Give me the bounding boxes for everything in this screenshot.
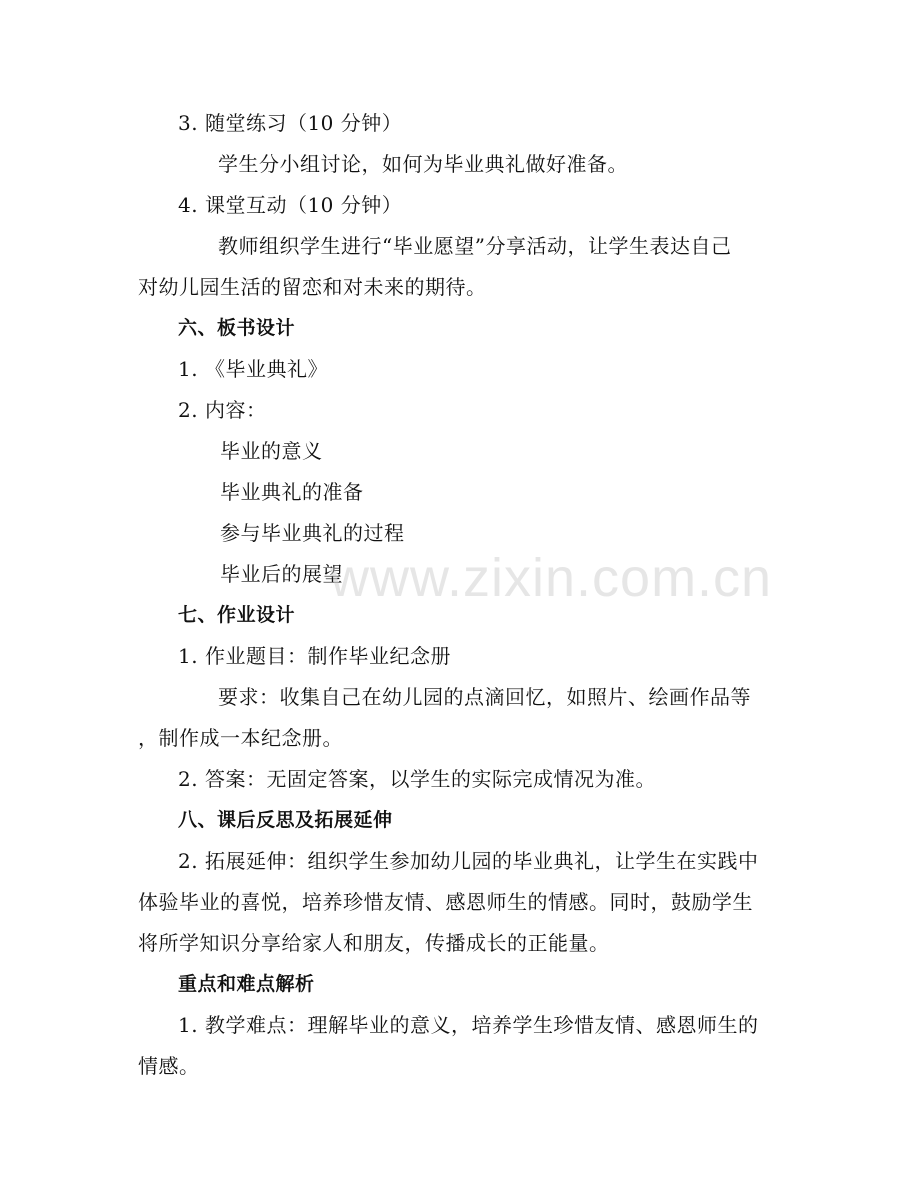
reflection-body-line-1: 2. 拓展延伸：组织学生参加幼儿园的毕业典礼，让学生在实践中	[178, 849, 759, 873]
reflection-body-line-2: 体验毕业的喜悦，培养珍惜友情、感恩师生的情感。同时，鼓励学生	[138, 890, 753, 914]
homework-requirement-line-1: 要求：收集自己在幼儿园的点滴回忆，如照片、绘画作品等	[218, 685, 751, 709]
homework-item-topic: 1. 作业题目：制作毕业纪念册	[178, 644, 451, 668]
board-subitem-outlook: 毕业后的展望	[220, 562, 343, 586]
homework-requirement-line-2: ，制作成一本纪念册。	[138, 726, 343, 750]
key-points-body-line-2: 情感。	[138, 1054, 200, 1078]
homework-item-answer: 2. 答案：无固定答案，以学生的实际完成情况为准。	[178, 767, 656, 791]
interaction-heading: 4. 课堂互动（10 分钟）	[178, 193, 403, 217]
section-heading-key-points: 重点和难点解析	[178, 973, 315, 995]
board-subitem-process: 参与毕业典礼的过程	[220, 521, 405, 545]
section-heading-homework: 七、作业设计	[178, 604, 296, 626]
section-heading-reflection: 八、课后反思及拓展延伸	[178, 809, 393, 831]
board-subitem-meaning: 毕业的意义	[220, 439, 323, 463]
reflection-body-line-3: 将所学知识分享给家人和朋友，传播成长的正能量。	[138, 931, 610, 955]
exercise-heading: 3. 随堂练习（10 分钟）	[178, 111, 403, 135]
watermark: www.zixin.com.cn	[330, 548, 773, 608]
section-heading-board-design: 六、板书设计	[178, 317, 296, 339]
interaction-body-line-2: 对幼儿园生活的留恋和对未来的期待。	[138, 275, 487, 299]
key-points-body-line-1: 1. 教学难点：理解毕业的意义，培养学生珍惜友情、感恩师生的	[178, 1013, 759, 1037]
interaction-body-line-1: 教师组织学生进行“毕业愿望”分享活动，让学生表达自己	[218, 234, 732, 258]
board-item-content: 2. 内容：	[178, 398, 267, 422]
exercise-body: 学生分小组讨论，如何为毕业典礼做好准备。	[218, 152, 628, 176]
board-item-title: 1. 《毕业典礼》	[178, 357, 328, 381]
board-subitem-preparation: 毕业典礼的准备	[220, 480, 364, 504]
